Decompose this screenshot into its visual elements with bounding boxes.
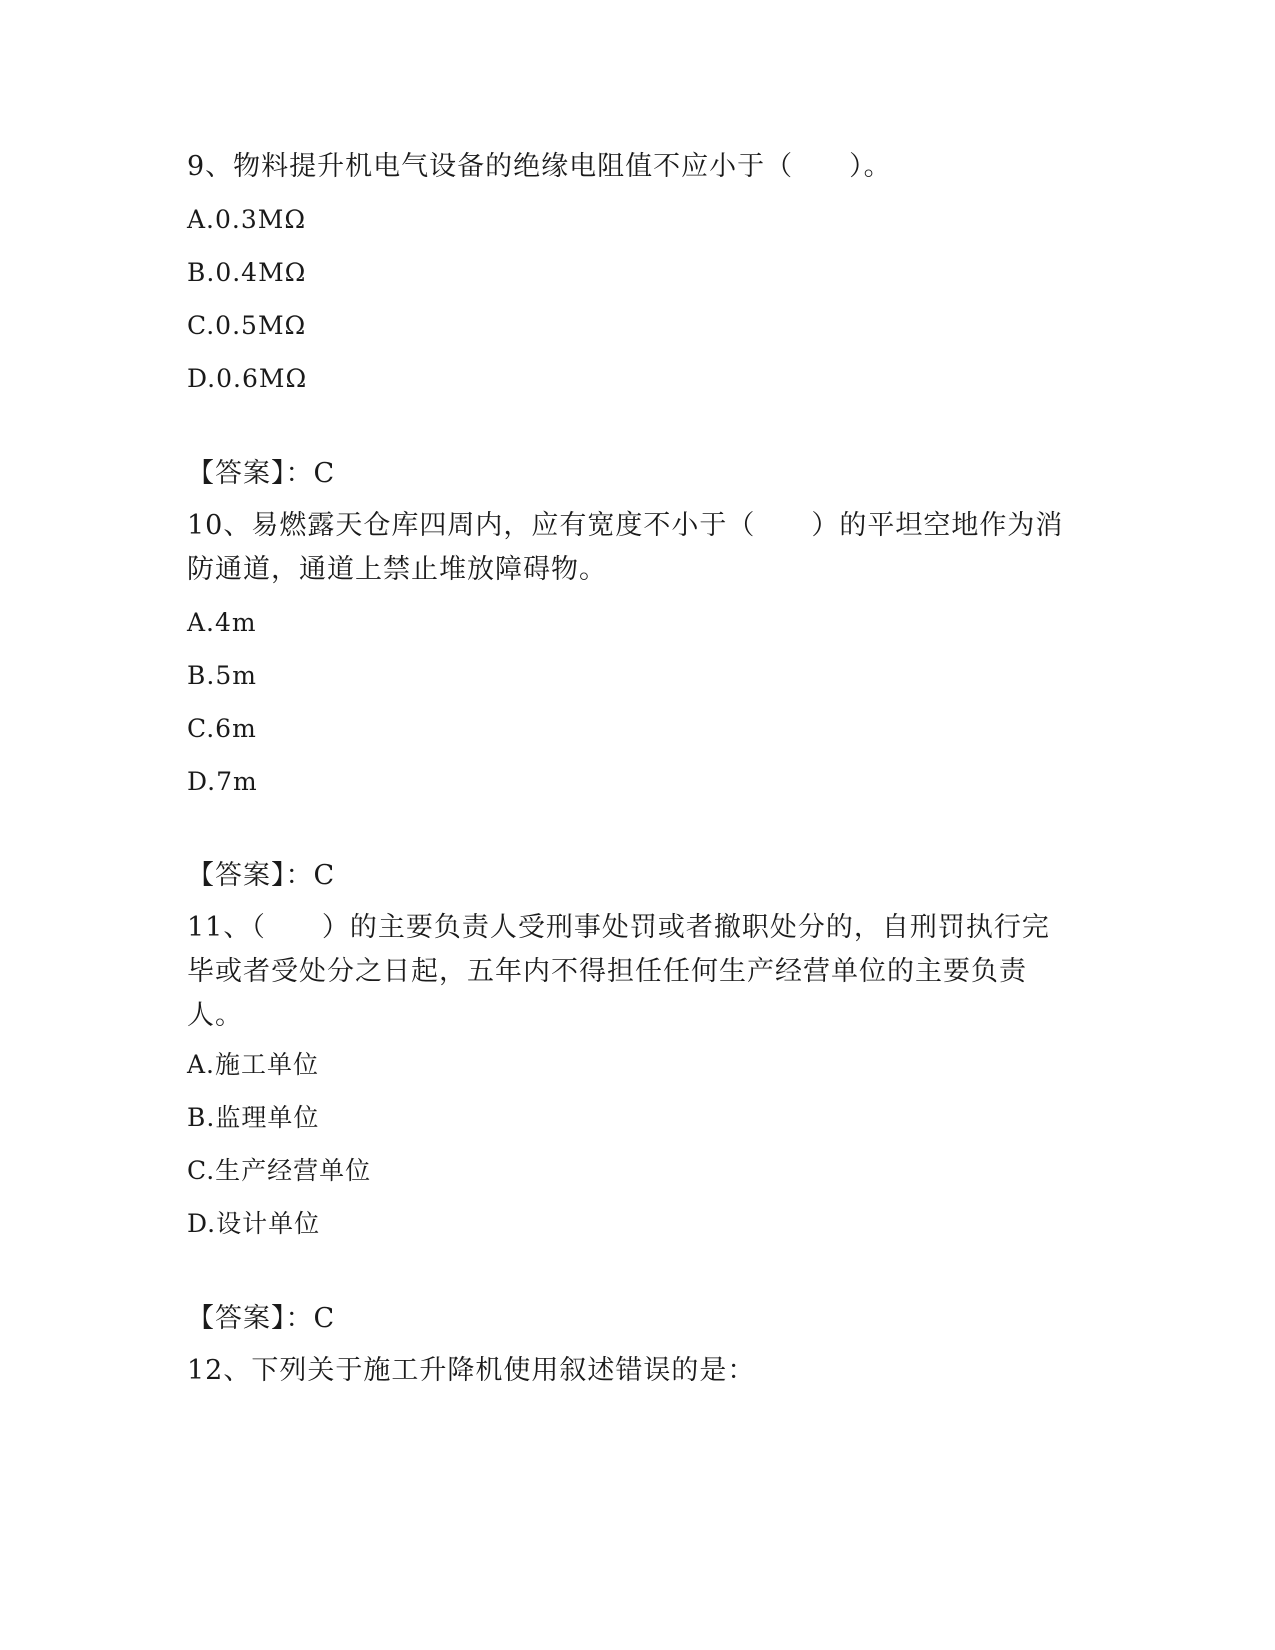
question-11-option-c: C.生产经营单位 <box>187 1156 372 1185</box>
question-11-stem-line-2: 毕或者受处分之日起，五年内不得担任任何生产经营单位的主要负责 <box>187 956 1027 987</box>
question-12-stem: 12、下列关于施工升降机使用叙述错误的是： <box>187 1355 756 1386</box>
question-11-option-d: D.设计单位 <box>187 1209 321 1238</box>
question-11-option-b: B.监理单位 <box>187 1103 320 1132</box>
question-9-answer: 【答案】：C <box>187 458 336 489</box>
question-10-answer: 【答案】：C <box>187 860 336 891</box>
question-11-answer: 【答案】：C <box>187 1303 336 1334</box>
question-10-option-d: D.7m <box>187 767 258 796</box>
question-9-option-d: D.0.6MΩ <box>187 364 308 393</box>
question-10-stem-line-2: 防通道，通道上禁止堆放障碍物。 <box>187 554 607 585</box>
question-10-stem-line-1: 10、易燃露天仓库四周内，应有宽度不小于（ ）的平坦空地作为消 <box>187 510 1064 541</box>
question-9-option-a: A.0.3MΩ <box>187 205 307 234</box>
question-11-stem-line-3: 人。 <box>187 1000 243 1031</box>
question-9-option-b: B.0.4MΩ <box>187 258 307 287</box>
question-9-stem: 9、物料提升机电气设备的绝缘电阻值不应小于（ ）。 <box>187 151 892 182</box>
question-10-option-a: A.4m <box>187 608 257 637</box>
question-10-option-c: C.6m <box>187 714 257 743</box>
question-10-option-b: B.5m <box>187 661 257 690</box>
question-11-stem-line-1: 11、（ ）的主要负责人受刑事处罚或者撤职处分的，自刑罚执行完 <box>187 912 1050 943</box>
question-9-option-c: C.0.5MΩ <box>187 311 307 340</box>
question-11-option-a: A.施工单位 <box>187 1050 320 1079</box>
